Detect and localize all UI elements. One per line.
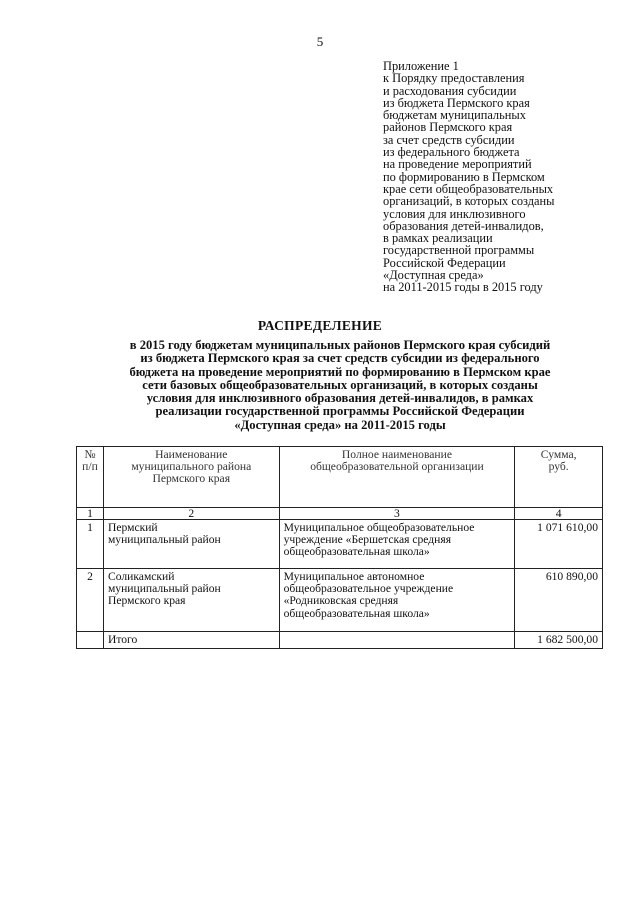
subheading-line: условия для инклюзивного образования детей-инвалидов, в рамках [146, 391, 534, 406]
sum-value: 1 071 610,00 [515, 520, 603, 569]
appendix-line: районов Пермского края [383, 120, 513, 135]
column-number: 1 [77, 508, 104, 520]
total-empty-cell [279, 632, 515, 649]
appendix-note [383, 60, 623, 294]
appendix-line: условия для инклюзивного [383, 206, 526, 221]
header-district: Наименование муниципального района Пермского края [103, 447, 279, 508]
subheading-line: бюджета на проведение мероприятий по формированию в Пермском крае [129, 364, 551, 379]
appendix-line: к Порядку предоставления [383, 71, 525, 86]
appendix-line: по формированию в Пермском [383, 169, 545, 184]
appendix-line: образования детей-инвалидов, [383, 218, 544, 233]
distribution-table [76, 446, 603, 649]
total-row [77, 632, 603, 649]
subheading-line: из бюджета Пермского края за счет средств субсидии из федерального [140, 351, 540, 366]
row-number: 2 [77, 569, 104, 632]
appendix-line: на проведение мероприятий [383, 157, 532, 172]
appendix-line: из бюджета Пермского края [383, 95, 530, 110]
appendix-line: в рамках реализации [383, 231, 493, 246]
document-heading: РАСПРЕДЕЛЕНИЕ [257, 318, 383, 333]
document-subheading [80, 339, 600, 432]
appendix-line: и расходования субсидии [383, 83, 517, 98]
header-number: № п/п [77, 447, 104, 508]
subheading-line: сети базовых общеобразовательных организаций, в которых созданы [142, 377, 538, 392]
district-name: Пермский муниципальный район [103, 520, 279, 569]
appendix-line: крае сети общеобразовательных [383, 181, 554, 196]
appendix-line: за счет средств субсидии [383, 132, 515, 147]
table-row [77, 520, 603, 569]
appendix-line: Приложение 1 [383, 59, 459, 73]
table-header-row [77, 447, 603, 508]
appendix-line: организаций, в которых созданы [383, 194, 555, 209]
column-number-row [77, 508, 603, 520]
subheading-line: реализации государственной программы Российской Федерации [155, 404, 525, 419]
organization-name: Муниципальное автономное общеобразовательное учреждение «Родниковская средняя общеобразовательная школа» [279, 569, 515, 632]
header-sum: Сумма, руб. [515, 447, 603, 508]
appendix-line: «Доступная среда» [383, 268, 484, 283]
row-number: 1 [77, 520, 104, 569]
page-number: 5 [316, 34, 324, 49]
column-number: 3 [279, 508, 515, 520]
appendix-line: на 2011-2015 годы в 2015 году [383, 280, 543, 295]
total-label: Итого [103, 632, 279, 649]
organization-name: Муниципальное общеобразовательное учреждение «Бершетская средняя общеобразовательная школа» [279, 520, 515, 569]
header-organization: Полное наименование общеобразовательной организации [279, 447, 515, 508]
district-name: Соликамский муниципальный район Пермского края [103, 569, 279, 632]
appendix-line: из федерального бюджета [383, 145, 520, 160]
appendix-line: бюджетам муниципальных [383, 108, 526, 123]
column-number: 2 [103, 508, 279, 520]
sum-value: 610 890,00 [515, 569, 603, 632]
appendix-line: Российской Федерации [383, 255, 506, 270]
column-number: 4 [515, 508, 603, 520]
table-row [77, 569, 603, 632]
total-empty-cell [77, 632, 104, 649]
subheading-line: в 2015 году бюджетам муниципальных районов Пермского края субсидий [129, 338, 551, 352]
appendix-line: государственной программы [383, 243, 535, 258]
total-sum: 1 682 500,00 [515, 632, 603, 649]
subheading-line: «Доступная среда» на 2011-2015 годы [234, 417, 446, 432]
